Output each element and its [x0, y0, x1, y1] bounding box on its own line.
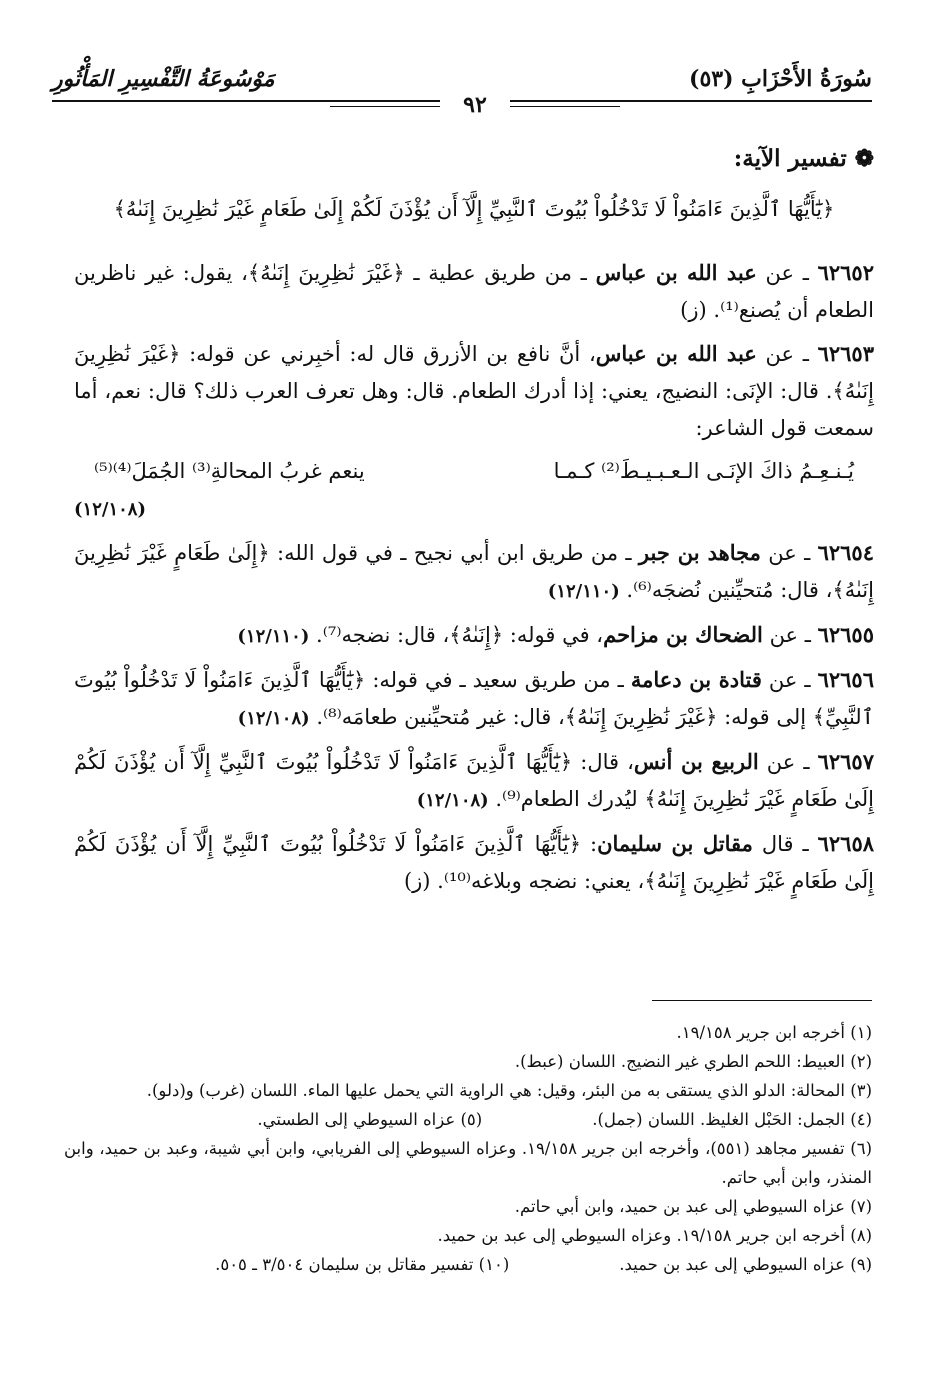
entry-text: : ﴿يَٰٓأَيُّهَا ٱلَّذِينَ ءَامَنُواْ لَا تَدْخُلُواْ بُيُوتَ ٱلنَّبِيِّ إِلَّآ أَن يُؤْذَنَ لَكُمْ إِلَىٰ طَعَامٍ غَيْرَ نَٰظِرِينَ إِنَىٰهُ﴾، يعني: نضجه وبلاغه⁽¹⁰⁾. (ز)	[74, 832, 874, 893]
entry-text: ـ عن	[756, 342, 818, 366]
footnote-8: (٨) أخرجه ابن جرير ١٩/١٥٨. وعزاه السيوطي إلى عبد بن حميد.	[437, 1226, 872, 1245]
entry-paragraph	[74, 743, 874, 819]
footnote-2: (٢) العبيط: اللحم الطري غير النضيج. اللسان (عبط).	[514, 1052, 872, 1071]
book-title: مَوْسُوعَةُ التَّفْسِيرِ المَأْثُورِ	[52, 66, 275, 92]
entry-text: . (ز)	[680, 298, 721, 322]
footnote-separator	[652, 1000, 872, 1001]
entry-text: ⁽¹⁾	[720, 298, 739, 322]
entry-number: ٦٢٦٥٧	[817, 749, 874, 774]
section-title: ❁ تفسير الآية:	[733, 145, 874, 172]
entry-paragraph	[74, 254, 874, 329]
footnote-3: (٣) المحالة: الدلو الذي يستقى به من البئر، وقيل: هي الراوية التي يحمل عليها الماء. اللسان (غرب) و(دلو).	[146, 1081, 872, 1100]
ornament-line-left	[330, 106, 440, 107]
narrator-name: مجاهد بن جبر	[638, 540, 761, 565]
entry-text: ـ عن	[762, 623, 818, 647]
entry-paragraph	[74, 825, 874, 900]
narrator-name: عبد الله بن عباس	[595, 260, 757, 285]
page-number-ornament	[330, 92, 620, 122]
entry-number: ٦٢٦٥٥	[817, 622, 874, 647]
entry-number: ٦٢٦٥٣	[817, 341, 874, 366]
volume-reference: (١٢/١١٠)	[237, 626, 310, 647]
footnote-10: (١٠) تفسير مقاتل بن سليمان ٣/٥٠٤ ـ ٥٠٥.	[215, 1255, 510, 1274]
surah-title: سُورَةُ الأَحْزَابِ (٥٣)	[689, 66, 872, 92]
footnote-9: (٩) عزاه السيوطي إلى عبد بن حميد.	[619, 1255, 872, 1274]
entry-text: ـ قال	[752, 832, 818, 856]
footnote-4: (٤) الجمل: الحَبْل الغليظ. اللسان (جمل).	[592, 1110, 872, 1129]
footnote-row-9-10	[64, 1250, 872, 1279]
main-content	[74, 140, 874, 906]
entry-paragraph	[74, 534, 874, 610]
entry-text: ـ من طريق سعيد ـ في قوله: ﴿يَٰٓأَيُّهَا ٱلَّذِينَ ءَامَنُواْ لَا تَدْخُلُواْ بُيُوتَ ٱلنَّبِيِّ﴾ إلى قوله: ﴿غَيْرَ نَٰظِرِينَ إِنَىٰهُ﴾، قال: غير مُتحيِّنين طعامَه⁽⁸⁾.	[74, 668, 874, 729]
volume-reference: (١٢/١١٠)	[547, 581, 620, 602]
narrator-name: مقاتل بن سليمان	[597, 831, 753, 856]
entry-paragraph	[74, 616, 874, 655]
entry-text: ـ من طريق ابن أبي نجيح ـ في قول الله: ﴿إِلَىٰ طَعَامٍ غَيْرَ نَٰظِرِينَ إِنَىٰهُ﴾، قال: مُتحيِّنين نُضجَه⁽⁶⁾.	[74, 541, 874, 602]
entry-text: ، في قوله: ﴿إِنَىٰهُ﴾، قال: نضجه⁽⁷⁾.	[309, 623, 604, 647]
poem-reference: (١٢/١٠٨)	[74, 499, 146, 520]
volume-reference: (١٢/١٠٨)	[237, 708, 310, 729]
narrator-name: الربيع بن أنس	[633, 749, 759, 774]
volume-reference: (١٢/١٠٨)	[416, 790, 489, 811]
footnote-row-4-5	[64, 1105, 872, 1134]
entry-text: ، أنَّ نافع بن الأزرق قال له: أخبِرني عن قوله: ﴿غَيْرَ نَٰظِرِينَ إِنَىٰهُ﴾. قال: الإنَى: النضيج، يعني: إذا أدرك الطعام. قال: وهل تعرف العرب ذلك؟ قال: نعم، أما سمعت قول الشاعر:	[74, 342, 874, 440]
poem-hemistich-left: ينعم غربُ المحالةِ⁽³⁾ الجُمَلَ⁽⁴⁾⁽⁵⁾	[94, 459, 365, 483]
entry-text: ـ من طريق عطية ـ ﴿غَيْرَ نَٰظِرِينَ إِنَىٰهُ﴾، يقول: غير ناظرين الطعام أن يُصنع	[74, 261, 874, 322]
entry-text: ، قال: ﴿يَٰٓأَيُّهَا ٱلَّذِينَ ءَامَنُواْ لَا تَدْخُلُواْ بُيُوتَ ٱلنَّبِيِّ إِلَّآ أَن يُؤْذَنَ لَكُمْ إِلَىٰ طَعَامٍ غَيْرَ نَٰظِرِينَ إِنَىٰهُ﴾ ليُدرك الطعام⁽⁹⁾.	[74, 750, 874, 811]
ornament-line-right	[510, 106, 620, 107]
footnote-6: (٦) تفسير مجاهد (٥٥١)، وأخرجه ابن جرير ١٩/١٥٨. وعزاه السيوطي إلى الفريابي، وابن أبي شيبة، وعبد بن حميد، وابن المنذر، وابن أبي حاتم.	[64, 1139, 872, 1187]
narrator-name: قتادة بن دعامة	[630, 667, 762, 692]
page-number: ٩٢	[440, 92, 510, 118]
entries-list-2	[74, 534, 874, 900]
entry-number: ٦٢٦٥٦	[817, 667, 874, 692]
poem-hemistich-right: يُـنـعِـمُ ذاكَ الإنَـى الـعـبـيـطَ⁽²⁾ كـمـا	[553, 459, 854, 483]
footnote-7: (٧) عزاه السيوطي إلى عبد بن حميد، وابن أبي حاتم.	[514, 1197, 872, 1216]
entry-text: ـ عن	[758, 750, 818, 774]
entry-text: ـ عن	[756, 261, 818, 285]
entry-text: ـ عن	[761, 668, 818, 692]
entry-number: ٦٢٦٥٢	[817, 260, 874, 285]
entry-paragraph	[74, 661, 874, 737]
entry-paragraph	[74, 335, 874, 447]
footnotes	[64, 1018, 872, 1279]
narrator-name: الضحاك بن مزاحم	[603, 622, 763, 647]
entry-number: ٦٢٦٥٨	[817, 831, 875, 856]
entries-list	[74, 254, 874, 447]
poem-line	[74, 453, 874, 490]
footnote-5: (٥) عزاه السيوطي إلى الطستي.	[257, 1110, 483, 1129]
narrator-name: عبد الله بن عباس	[595, 341, 757, 366]
entry-text: ـ عن	[760, 541, 818, 565]
quran-verse: ﴿يَٰٓأَيُّهَا ٱلَّذِينَ ءَامَنُواْ لَا تَدْخُلُواْ بُيُوتَ ٱلنَّبِيِّ إِلَّآ أَن يُؤْذَنَ لَكُمْ إِلَىٰ طَعَامٍ غَيْرَ نَٰظِرِينَ إِنَىٰهُ﴾	[113, 197, 835, 221]
footnote-1: (١) أخرجه ابن جرير ١٩/١٥٨.	[676, 1023, 872, 1042]
entry-number: ٦٢٦٥٤	[817, 540, 874, 565]
